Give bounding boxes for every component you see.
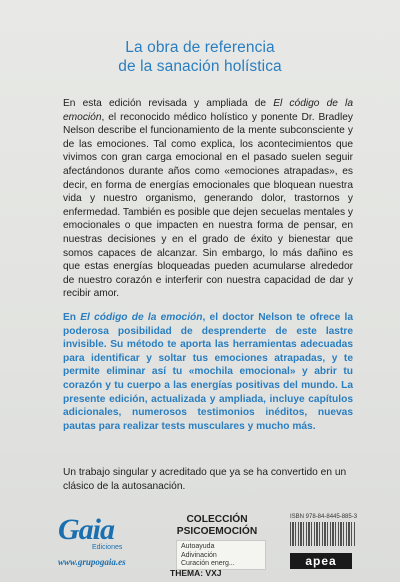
collection-label xyxy=(162,514,272,538)
publisher-url: www.grupogaia.es xyxy=(58,557,126,567)
synopsis-paragraph-1 xyxy=(63,97,353,301)
p2-text-rest: , el doctor Nelson te ofrece la poderosa posibilidad de desprenderte de este lastre invisible. Su método te aporta las herramientas adecuadas para identificar y soltar tus emociones atrapadas, y te permite eliminar así tu «mochila emocional» y abrir tu corazón y tu cuerpo a las energías positivas del mundo. La presente edición, actualizada y ampliada, incluye capítulos adicionales, numerosos testimonios inéditos, nuevas pautas para realizar tests musculares y mucho más. xyxy=(63,312,353,432)
publisher-subtitle: Ediciones xyxy=(92,544,123,551)
p1-book-title: El código de la emoción xyxy=(63,98,353,123)
category-sticker xyxy=(176,540,266,570)
collection-line-1: COLECCIÓN xyxy=(186,514,248,525)
publisher-wordmark: Gaia xyxy=(58,513,114,546)
barcode-bars xyxy=(290,522,356,546)
collection-line-2: PSICOEMOCIÓN xyxy=(176,526,258,537)
p2-text-start: En xyxy=(63,312,81,323)
synopsis-paragraph-2 xyxy=(63,311,353,433)
sticker-line-1: Autoayuda xyxy=(181,543,215,550)
isbn-barcode xyxy=(290,514,360,554)
p3-text: Un trabajo singular y acreditado que ya se ha convertido en un clásico de la autosanación. xyxy=(63,467,347,492)
sticker-line-3: Curación energ... xyxy=(181,560,235,568)
sticker-line-2: Adivinación xyxy=(181,551,217,559)
p1-text-rest: , el reconocido médico holístico y ponente Dr. Bradley Nelson describe el funcionamiento de la mente subconsciente y de las emociones. Tal como explica, los acontecimientos que vivimos con gran carga emocional en el pasado suelen seguir afectándonos durante años como «emociones atrapadas», es decir, en forma de energías emocionales que bloquean nuestra vida y nuestro organismo, generando dolor, trastornos y enfermedad. También es posible que dejen secuelas mentales y emocionales o que impacten en nuestra forma de pensar, en nuestras decisiones y en el grado de éxito y bienestar que somos capaces de alcanzar. Sin embargo, lo más dañino es que estas energías bloqueadas pueden acumularse alrededor de nuestro corazón e interferir con nuestra capacidad de dar y recibir amor. xyxy=(63,111,353,300)
title-line-2: de la sanación holística xyxy=(118,58,282,75)
back-cover-title xyxy=(0,38,400,76)
title-line-1: La obra de referencia xyxy=(125,39,275,56)
bookshop-sticker: apea xyxy=(290,553,352,569)
isbn-number: ISBN 978-84-8445-885-3 xyxy=(290,514,358,520)
p1-text-start: En esta edición revisada y ampliada de xyxy=(63,98,274,109)
publisher-logo xyxy=(58,515,168,575)
synopsis-paragraph-3 xyxy=(63,466,353,493)
p2-book-title: El código de la emoción xyxy=(80,312,203,323)
thema-code: THEMA: VXJ xyxy=(170,568,222,578)
